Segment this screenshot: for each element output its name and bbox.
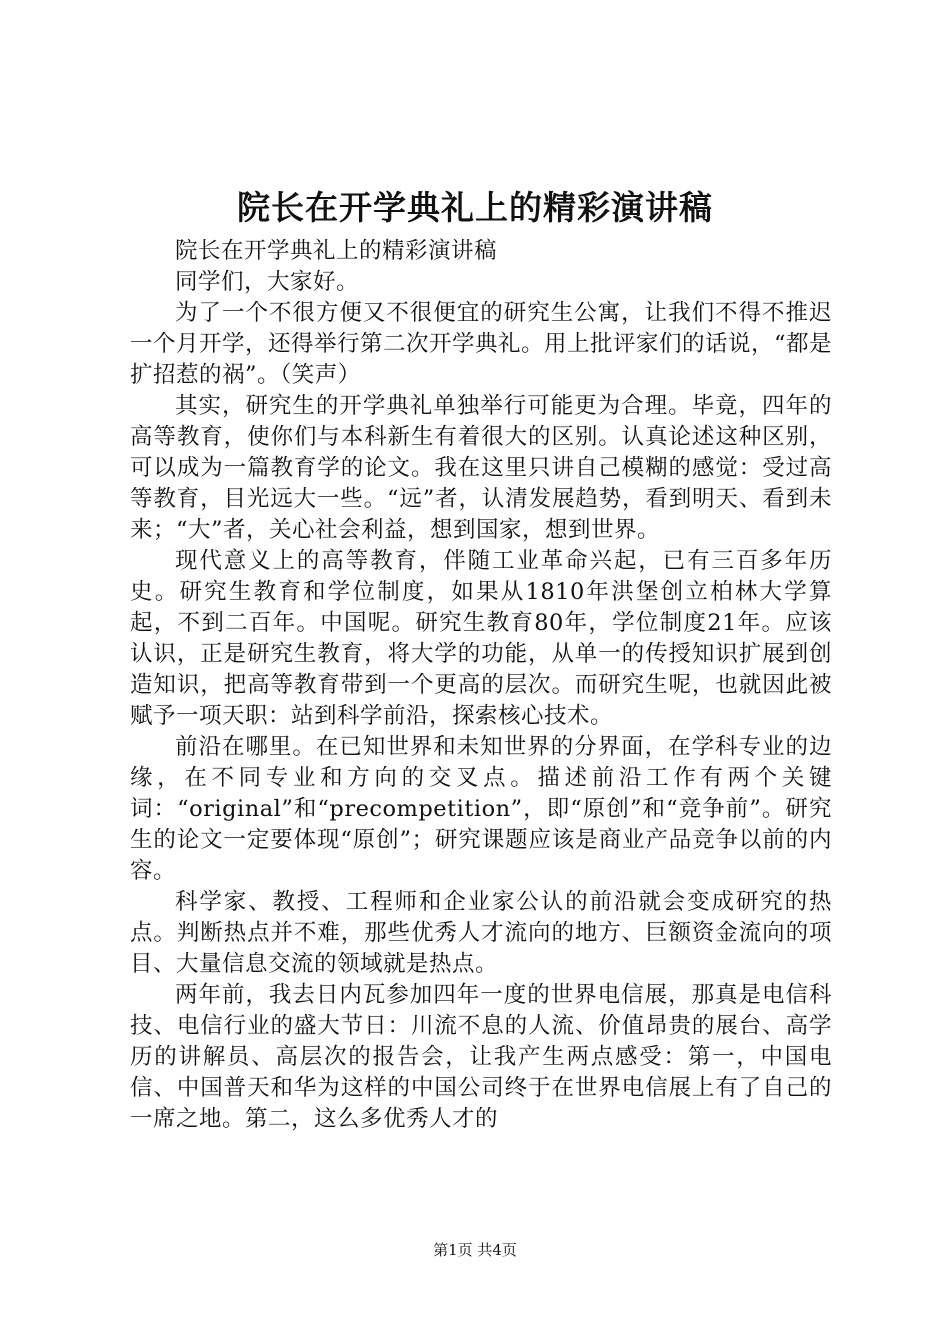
paragraph: 前沿在哪里。在已知世界和未知世界的分界面，在学科专业的边缘，在不同专业和方向的交叉点。描述前沿工作有两个关键词：“original”和“precompetition”，即“原创”和“竞争前”。研究生的论文一定要体现“原创”；研究课题应该是商业产品竞争以前的内容。 (130, 734, 832, 884)
paragraph: 科学家、教授、工程师和企业家公认的前沿就会变成研究的热点。判断热点并不难，那些优秀人才流向的地方、巨额资金流向的项目、大量信息交流的领域就是热点。 (130, 889, 832, 977)
page-footer: 第1页 共4页 (433, 1241, 517, 1259)
paragraph: 现代意义上的高等教育，伴随工业革命兴起，已有三百多年历史。研究生教育和学位制度，如果从1810年洪堡创立柏林大学算起，不到二百年。中国呢。研究生教育80年，学位制度21年。应该认识，正是研究生教育，将大学的功能，从单一的传授知识扩展到创造知识，把高等教育带到一个更高的层次。而研究生呢，也就因此被赋予一项天职：站到科学前沿，探索核心技术。 (130, 548, 832, 729)
document-body (130, 236, 832, 1135)
paragraph: 其实，研究生的开学典礼单独举行可能更为合理。毕竟，四年的高等教育，使你们与本科新生有着很大的区别。认真论述这种区别，可以成为一篇教育学的论文。我在这里只讲自己模糊的感觉：受过高等教育，目光远大一些。“远”者，认清发展趋势，看到明天、看到未来；“大”者，关心社会利益，想到国家，想到世界。 (130, 393, 832, 543)
paragraph: 两年前，我去日内瓦参加四年一度的世界电信展，那真是电信科技、电信行业的盛大节日：川流不息的人流、价值昂贵的展台、高学历的讲解员、高层次的报告会，让我产生两点感受：第一，中国电信、中国普天和华为这样的中国公司终于在世界电信展上有了自己的一席之地。第二，这么多优秀人才的 (130, 982, 832, 1132)
page-title: 院长在开学典礼上的精彩演讲稿 (237, 188, 713, 227)
paragraph: 院长在开学典礼上的精彩演讲稿 (175, 238, 498, 264)
paragraph: 为了一个不很方便又不很便宜的研究生公寓，让我们不得不推迟一个月开学，还得举行第二次开学典礼。用上批评家们的话说，“都是扩招惹的祸”。（笑声） (130, 300, 833, 388)
paragraph: 同学们，大家好。 (175, 269, 360, 295)
